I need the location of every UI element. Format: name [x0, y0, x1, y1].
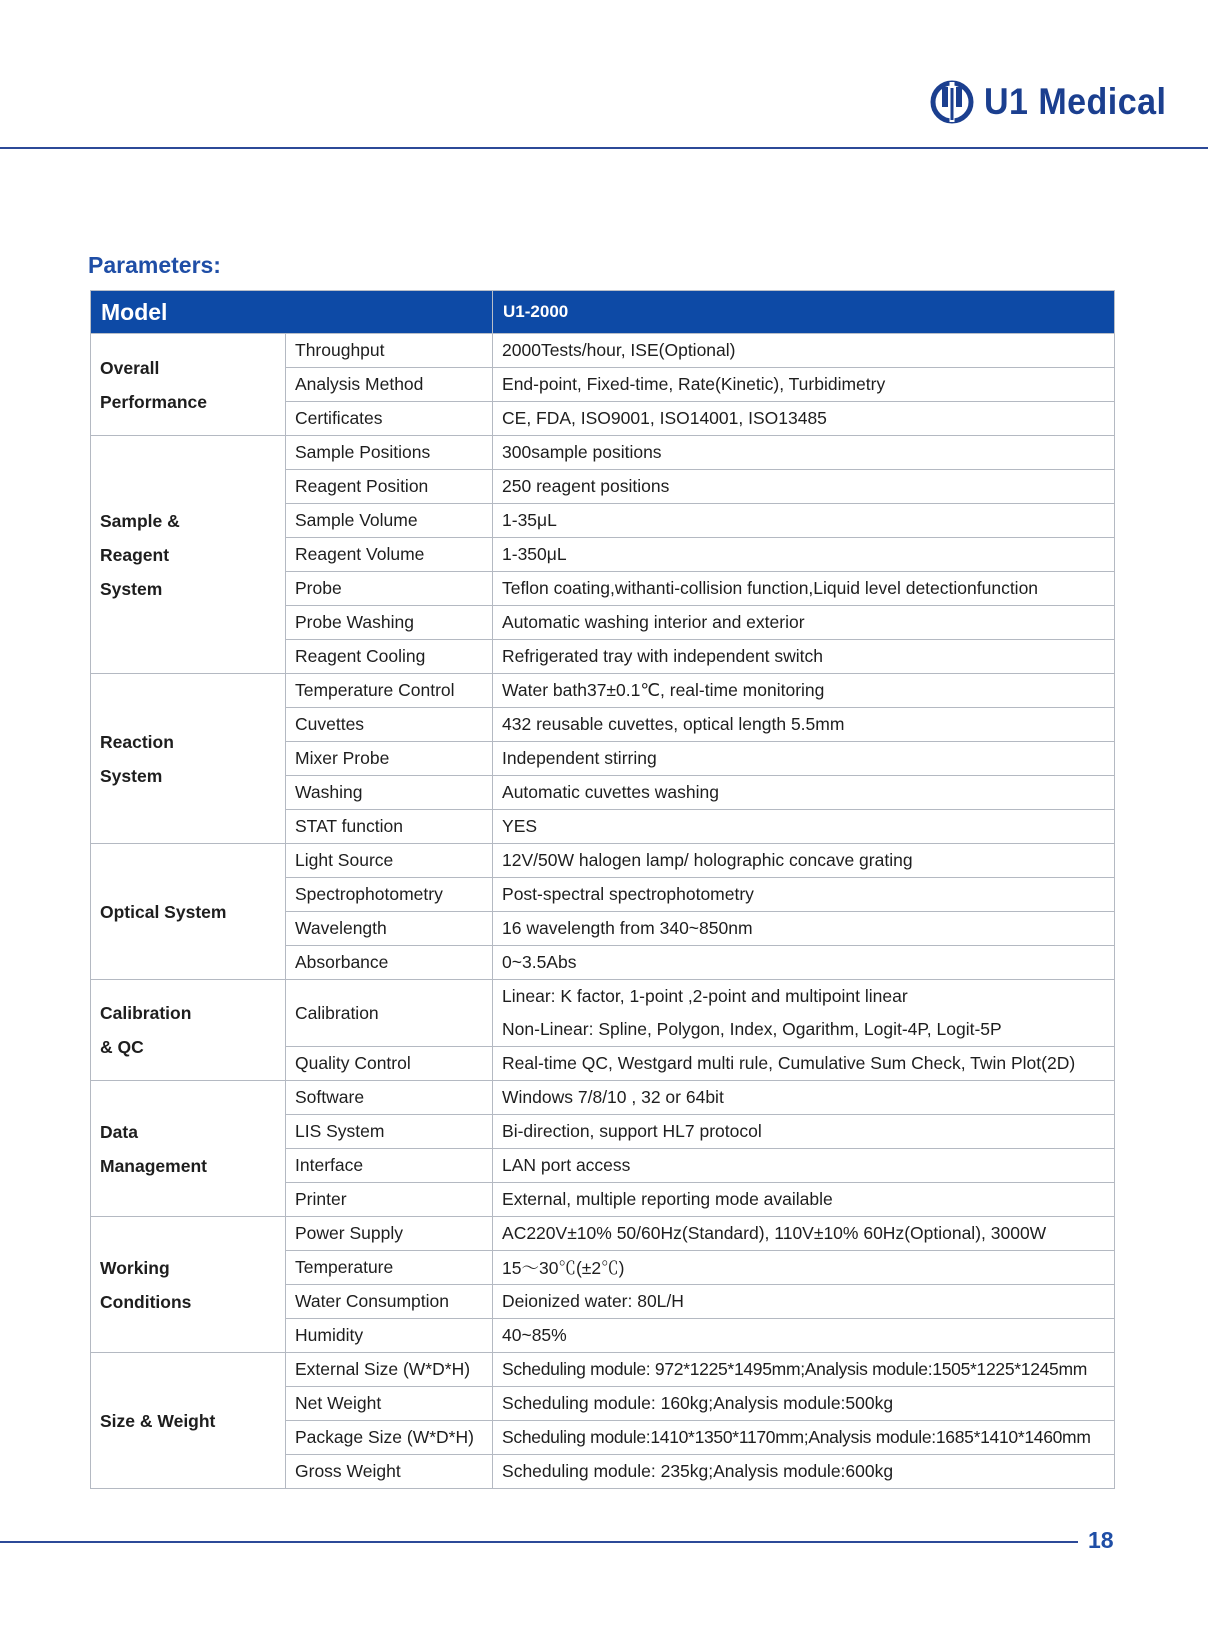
- param-name: External Size (W*D*H): [286, 1353, 493, 1387]
- param-name: Washing: [286, 776, 493, 810]
- param-value: Water bath37±0.1℃, real-time monitoring: [493, 674, 1115, 708]
- param-value: LAN port access: [493, 1149, 1115, 1183]
- param-value: 432 reusable cuvettes, optical length 5.5mm: [493, 708, 1115, 742]
- param-value: Bi-direction, support HL7 protocol: [493, 1115, 1115, 1149]
- table-row: [91, 1217, 1115, 1251]
- param-name: Calibration: [286, 980, 493, 1047]
- param-value: Automatic cuvettes washing: [493, 776, 1115, 810]
- param-name: Probe Washing: [286, 606, 493, 640]
- param-name: Printer: [286, 1183, 493, 1217]
- table-row: [91, 1081, 1115, 1115]
- param-name: Net Weight: [286, 1387, 493, 1421]
- param-name: Analysis Method: [286, 368, 493, 402]
- param-name: Interface: [286, 1149, 493, 1183]
- param-name: STAT function: [286, 810, 493, 844]
- param-name: Quality Control: [286, 1047, 493, 1081]
- group-label: Working Conditions: [91, 1217, 286, 1353]
- param-value: Scheduling module:1410*1350*1170mm;Analysis module:1685*1410*1460mm: [493, 1421, 1115, 1455]
- param-value: Independent stirring: [493, 742, 1115, 776]
- param-value: Deionized water: 80L/H: [493, 1285, 1115, 1319]
- param-name: Reagent Cooling: [286, 640, 493, 674]
- param-value: Scheduling module: 235kg;Analysis module:600kg: [493, 1455, 1115, 1489]
- param-name: Cuvettes: [286, 708, 493, 742]
- param-name: Package Size (W*D*H): [286, 1421, 493, 1455]
- param-value: External, multiple reporting mode available: [493, 1183, 1115, 1217]
- param-name: Certificates: [286, 402, 493, 436]
- model-header-value: U1-2000: [493, 291, 1115, 334]
- param-name: Power Supply: [286, 1217, 493, 1251]
- param-name: Sample Positions: [286, 436, 493, 470]
- param-value: Scheduling module: 160kg;Analysis module:500kg: [493, 1387, 1115, 1421]
- param-name: Temperature: [286, 1251, 493, 1285]
- param-value: 250 reagent positions: [493, 470, 1115, 504]
- param-value: Real-time QC, Westgard multi rule, Cumulative Sum Check, Twin Plot(2D): [493, 1047, 1115, 1081]
- table-row: [91, 844, 1115, 878]
- param-value: 300sample positions: [493, 436, 1115, 470]
- group-label: Data Management: [91, 1081, 286, 1217]
- param-value: End-point, Fixed-time, Rate(Kinetic), Turbidimetry: [493, 368, 1115, 402]
- param-name: Reagent Position: [286, 470, 493, 504]
- param-value: AC220V±10% 50/60Hz(Standard), 110V±10% 60Hz(Optional), 3000W: [493, 1217, 1115, 1251]
- param-value: Automatic washing interior and exterior: [493, 606, 1115, 640]
- param-value: 1-35μL: [493, 504, 1115, 538]
- param-value: Windows 7/8/10 , 32 or 64bit: [493, 1081, 1115, 1115]
- group-label: Sample & Reagent System: [91, 436, 286, 674]
- param-name: LIS System: [286, 1115, 493, 1149]
- param-name: Wavelength: [286, 912, 493, 946]
- table-row: [91, 334, 1115, 368]
- param-name: Humidity: [286, 1319, 493, 1353]
- group-label: Size & Weight: [91, 1353, 286, 1489]
- group-label: Optical System: [91, 844, 286, 980]
- group-label: Overall Performance: [91, 334, 286, 436]
- param-value: 0~3.5Abs: [493, 946, 1115, 980]
- param-name: Water Consumption: [286, 1285, 493, 1319]
- param-name: Mixer Probe: [286, 742, 493, 776]
- table-row: [91, 436, 1115, 470]
- param-value: 1-350μL: [493, 538, 1115, 572]
- table-row: [91, 980, 1115, 1047]
- param-name: Spectrophotometry: [286, 878, 493, 912]
- param-value: Refrigerated tray with independent switch: [493, 640, 1115, 674]
- param-value: Teflon coating,withanti-collision function,Liquid level detectionfunction: [493, 572, 1115, 606]
- page-number: 18: [1088, 1527, 1114, 1553]
- param-name: Gross Weight: [286, 1455, 493, 1489]
- param-value: 15～30℃(±2℃): [493, 1251, 1115, 1285]
- table-row: [91, 1353, 1115, 1387]
- param-value: CE, FDA, ISO9001, ISO14001, ISO13485: [493, 402, 1115, 436]
- param-value: Scheduling module: 972*1225*1495mm;Analysis module:1505*1225*1245mm: [493, 1353, 1115, 1387]
- param-name: Probe: [286, 572, 493, 606]
- brand: [930, 80, 1182, 124]
- param-name: Reagent Volume: [286, 538, 493, 572]
- param-name: Software: [286, 1081, 493, 1115]
- param-name: Light Source: [286, 844, 493, 878]
- parameters-table: [90, 290, 1115, 1489]
- brand-name: U1 Medical: [983, 81, 1167, 122]
- page-header: [0, 0, 1208, 150]
- param-value: Linear: K factor, 1-point ,2-point and multipoint linear Non-Linear: Spline, Polygon, Index, Ogarithm, Logit-4P, Logit-5P: [493, 980, 1115, 1047]
- group-label: Calibration & QC: [91, 980, 286, 1081]
- param-value: Post-spectral spectrophotometry: [493, 878, 1115, 912]
- parameters-table-body: [91, 334, 1115, 1489]
- model-header-label: Model: [91, 291, 493, 334]
- u1-logo-icon: [930, 80, 974, 124]
- table-row: [91, 674, 1115, 708]
- footer-divider: [0, 1541, 1078, 1543]
- param-value: 2000Tests/hour, ISE(Optional): [493, 334, 1115, 368]
- param-value: 40~85%: [493, 1319, 1115, 1353]
- section-title: Parameters:: [88, 252, 221, 278]
- param-value: 16 wavelength from 340~850nm: [493, 912, 1115, 946]
- param-value: 12V/50W halogen lamp/ holographic concave grating: [493, 844, 1115, 878]
- param-value: YES: [493, 810, 1115, 844]
- param-name: Throughput: [286, 334, 493, 368]
- group-label: Reaction System: [91, 674, 286, 844]
- table-header-row: [91, 291, 1115, 334]
- header-divider: [0, 147, 1208, 149]
- param-name: Absorbance: [286, 946, 493, 980]
- param-name: Sample Volume: [286, 504, 493, 538]
- param-name: Temperature Control: [286, 674, 493, 708]
